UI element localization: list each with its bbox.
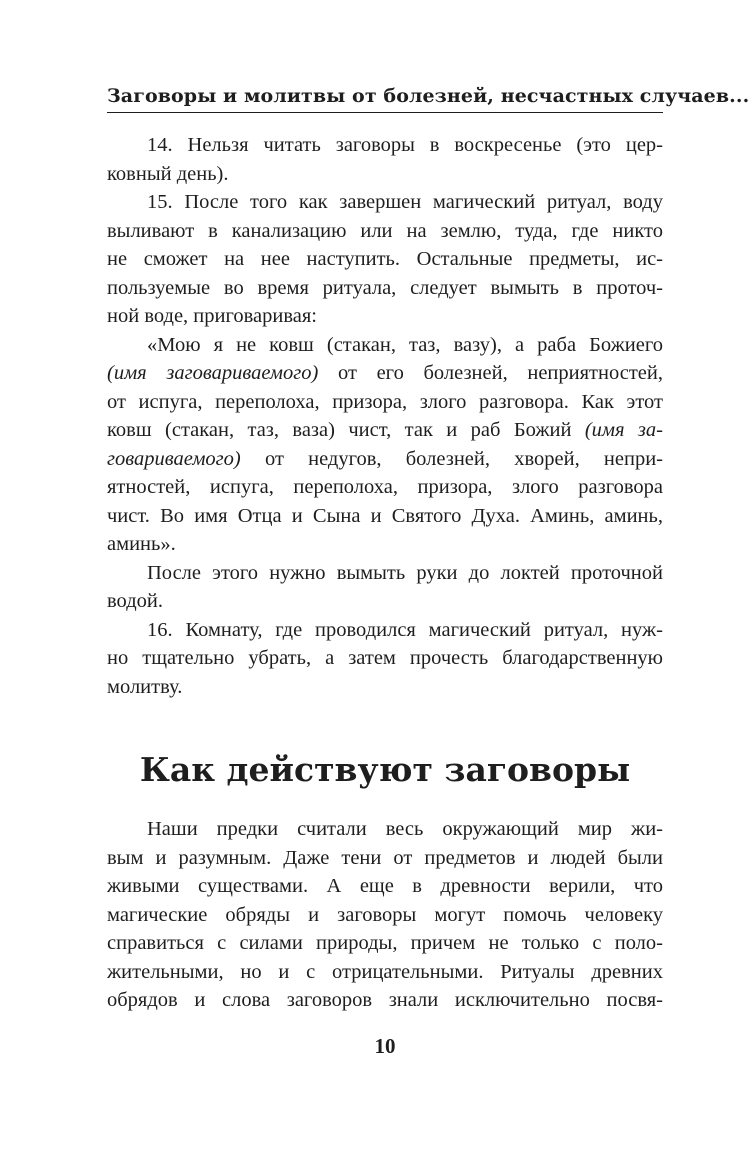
text-line: обрядов и слова заговоров знали исключительно посвя-: [107, 989, 663, 1011]
page-number: 10: [374, 1034, 396, 1058]
body-text-top: [107, 131, 663, 701]
text-line: 15. После того как завершен магический ритуал, воду: [147, 191, 663, 213]
text-line: не сможет на нее наступить. Остальные предметы, ис-: [107, 248, 663, 270]
text-line: [107, 416, 663, 445]
text-line: жительными, но и с отрицательными. Ритуалы древних: [107, 960, 663, 983]
text-line: магические обряды и заговоры могут помочь человеку: [107, 903, 663, 926]
text-line: Наши предки считали весь окружающий мир жи-: [147, 818, 663, 840]
section-heading: Как действуют заговоры: [139, 750, 631, 789]
running-head-title: Заговоры и молитвы от болезней, несчастных случаев...: [107, 85, 750, 107]
italic-placeholder: (имя заговариваемого): [107, 362, 319, 384]
italic-placeholder: (имя за-: [584, 419, 663, 441]
text-line: но тщательно убрать, а затем прочесть благодарственную: [107, 647, 663, 669]
text-line: пользуемые во время ритуала, следует вымыть в проточ-: [107, 276, 663, 299]
text-line: 14. Нельзя читать заговоры в воскресенье (это цер-: [147, 134, 663, 156]
text-line: от испуга, переполоха, призора, злого разговора. Как этот: [107, 390, 663, 413]
text-line: чист. Во имя Отца и Сына и Святого Духа. Аминь, аминь,: [107, 504, 663, 527]
text-run: от недугов, болезней, хворей, непри-: [240, 447, 663, 470]
text-line: водой.: [107, 590, 163, 612]
text-line: ной воде, приговаривая:: [107, 305, 317, 327]
text-line: вым и разумным. Даже тени от предметов и людей были: [107, 846, 663, 869]
header-divider: [107, 112, 663, 113]
body-text-bottom: [107, 815, 663, 1015]
text-line: [107, 445, 663, 474]
text-line: аминь».: [107, 533, 176, 555]
text-line: [107, 359, 663, 388]
text-line: 16. Комнату, где проводился магический ритуал, нуж-: [147, 618, 663, 641]
text-line: После этого нужно вымыть руки до локтей проточной: [147, 561, 663, 584]
text-line: живыми существами. А еще в древности верили, что: [107, 875, 663, 897]
text-run: ковш (стакан, таз, ваза) чист, так и раб Божий: [107, 419, 585, 441]
text-line: справиться с силами природы, причем не только с поло-: [107, 932, 663, 954]
italic-placeholder: говариваемого): [107, 447, 241, 470]
text-line: выливают в канализацию или на землю, туда, где никто: [107, 219, 663, 242]
text-line: ковный день).: [107, 162, 229, 185]
text-line: «Мою я не ковш (стакан, таз, вазу), а раба Божиего: [147, 333, 663, 356]
text-run: от его болезней, неприятностей,: [318, 362, 663, 384]
text-line: ятностей, испуга, переполоха, призора, злого разговора: [107, 476, 663, 498]
text-line: молитву.: [107, 675, 183, 698]
